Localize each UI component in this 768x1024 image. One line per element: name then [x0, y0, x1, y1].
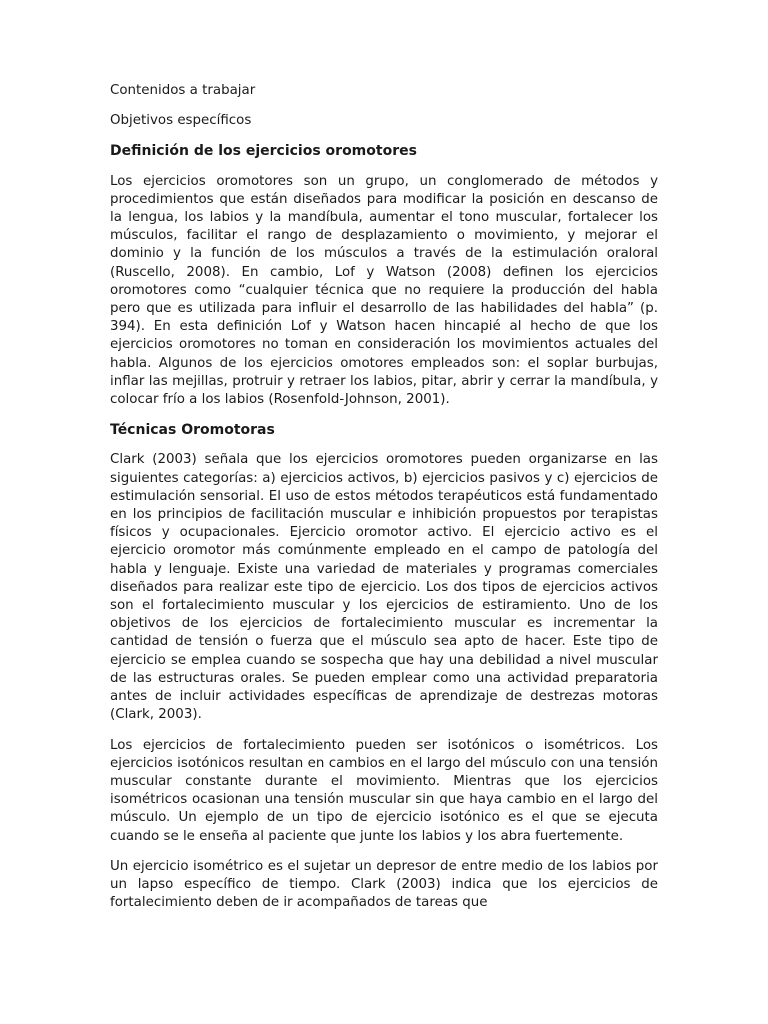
contents-line: Contenidos a trabajar	[110, 83, 256, 98]
section-heading-definition: Definición de los ejercicios oromotores	[110, 143, 417, 160]
paragraph-techniques: Clark (2003) señala que los ejercicios oromotores pueden organizarse en las siguientes categorías: a) ejercicios activos, b) ejercicios pasivos y c) ejercicios de estimulación sensorial. El uso de estos métodos terapéuticos está fundamentado en los principios de facilitación muscular e inhibición propuestos por terapistas físicos y ocupacionales. Ejercicio oromotor activo. El ejercicio activo es el ejercicio oromotor más comúnmente empleado en el campo de patología del habla y lenguaje. Existe una variedad de materiales y programas comerciales diseñados para realizar este tipo de ejercicio. Los dos tipos de ejercicios activos son el fortalecimiento muscular y los ejercicios de estiramiento. Uno de los objetivos de los ejercicios de fortalecimiento muscular es incrementar la cantidad de tensión o fuerza que el músculo sea apto de hacer. Este tipo de ejercicio se emplea cuando se sospecha que hay una debilidad a nivel muscular de las estructuras orales. Se pueden emplear como una actividad preparatoria antes de incluir actividades específicas de aprendizaje de destrezas motoras (Clark, 2003).	[110, 452, 658, 723]
paragraph-isometric: Un ejercicio isométrico es el sujetar un depresor de entre medio de los labios por un lapso específico de tiempo. Clark (2003) indica que los ejercicios de fortalecimiento deben de ir acompañados de tareas que	[110, 858, 658, 911]
paragraph-strengthening: Los ejercicios de fortalecimiento pueden ser isotónicos o isométricos. Los ejercicios isotónicos resultan en cambios en el largo del músculo con una tensión muscular constante durante el movimiento. Mientras que los ejercicios isométricos ocasionan una tensión muscular sin que haya cambio en el largo del músculo. Un ejemplo de un tipo de ejercicio isotónico es el que se ejecuta cuando se le enseña al paciente que junte los labios y los abra fuertemente.	[110, 737, 658, 844]
objectives-line: Objetivos específicos	[110, 113, 252, 129]
paragraph-definition: Los ejercicios oromotores son un grupo, un conglomerado de métodos y procedimientos que están diseñados para modificar la posición en descanso de la lengua, los labios y la mandíbula, aumentar el tono muscular, fortalecer los músculos, facilitar el rango de desplazamiento o movimiento, y mejorar el dominio y la función de los músculos a través de la estimulación oraloral (Ruscello, 2008). En cambio, Lof y Watson (2008) definen los ejercicios oromotores como “cualquier técnica que no requiere la producción del habla pero que es utilizada para influir el desarrollo de las habilidades del habla” (p. 394). En esta definición Lof y Watson hacen hincapié al hecho de que los ejercicios oromotores no toman en consideración los movimientos actuales del habla. Algunos de los ejercicios omotores empleados son: el soplar burbujas, inflar las mejillas, protruir y retraer los labios, pitar, abrir y cerrar la mandíbula, y colocar frío a los labios (Rosenfold-Johnson, 2001).	[110, 173, 658, 408]
section-heading-techniques: Técnicas Oromotoras	[110, 422, 275, 439]
